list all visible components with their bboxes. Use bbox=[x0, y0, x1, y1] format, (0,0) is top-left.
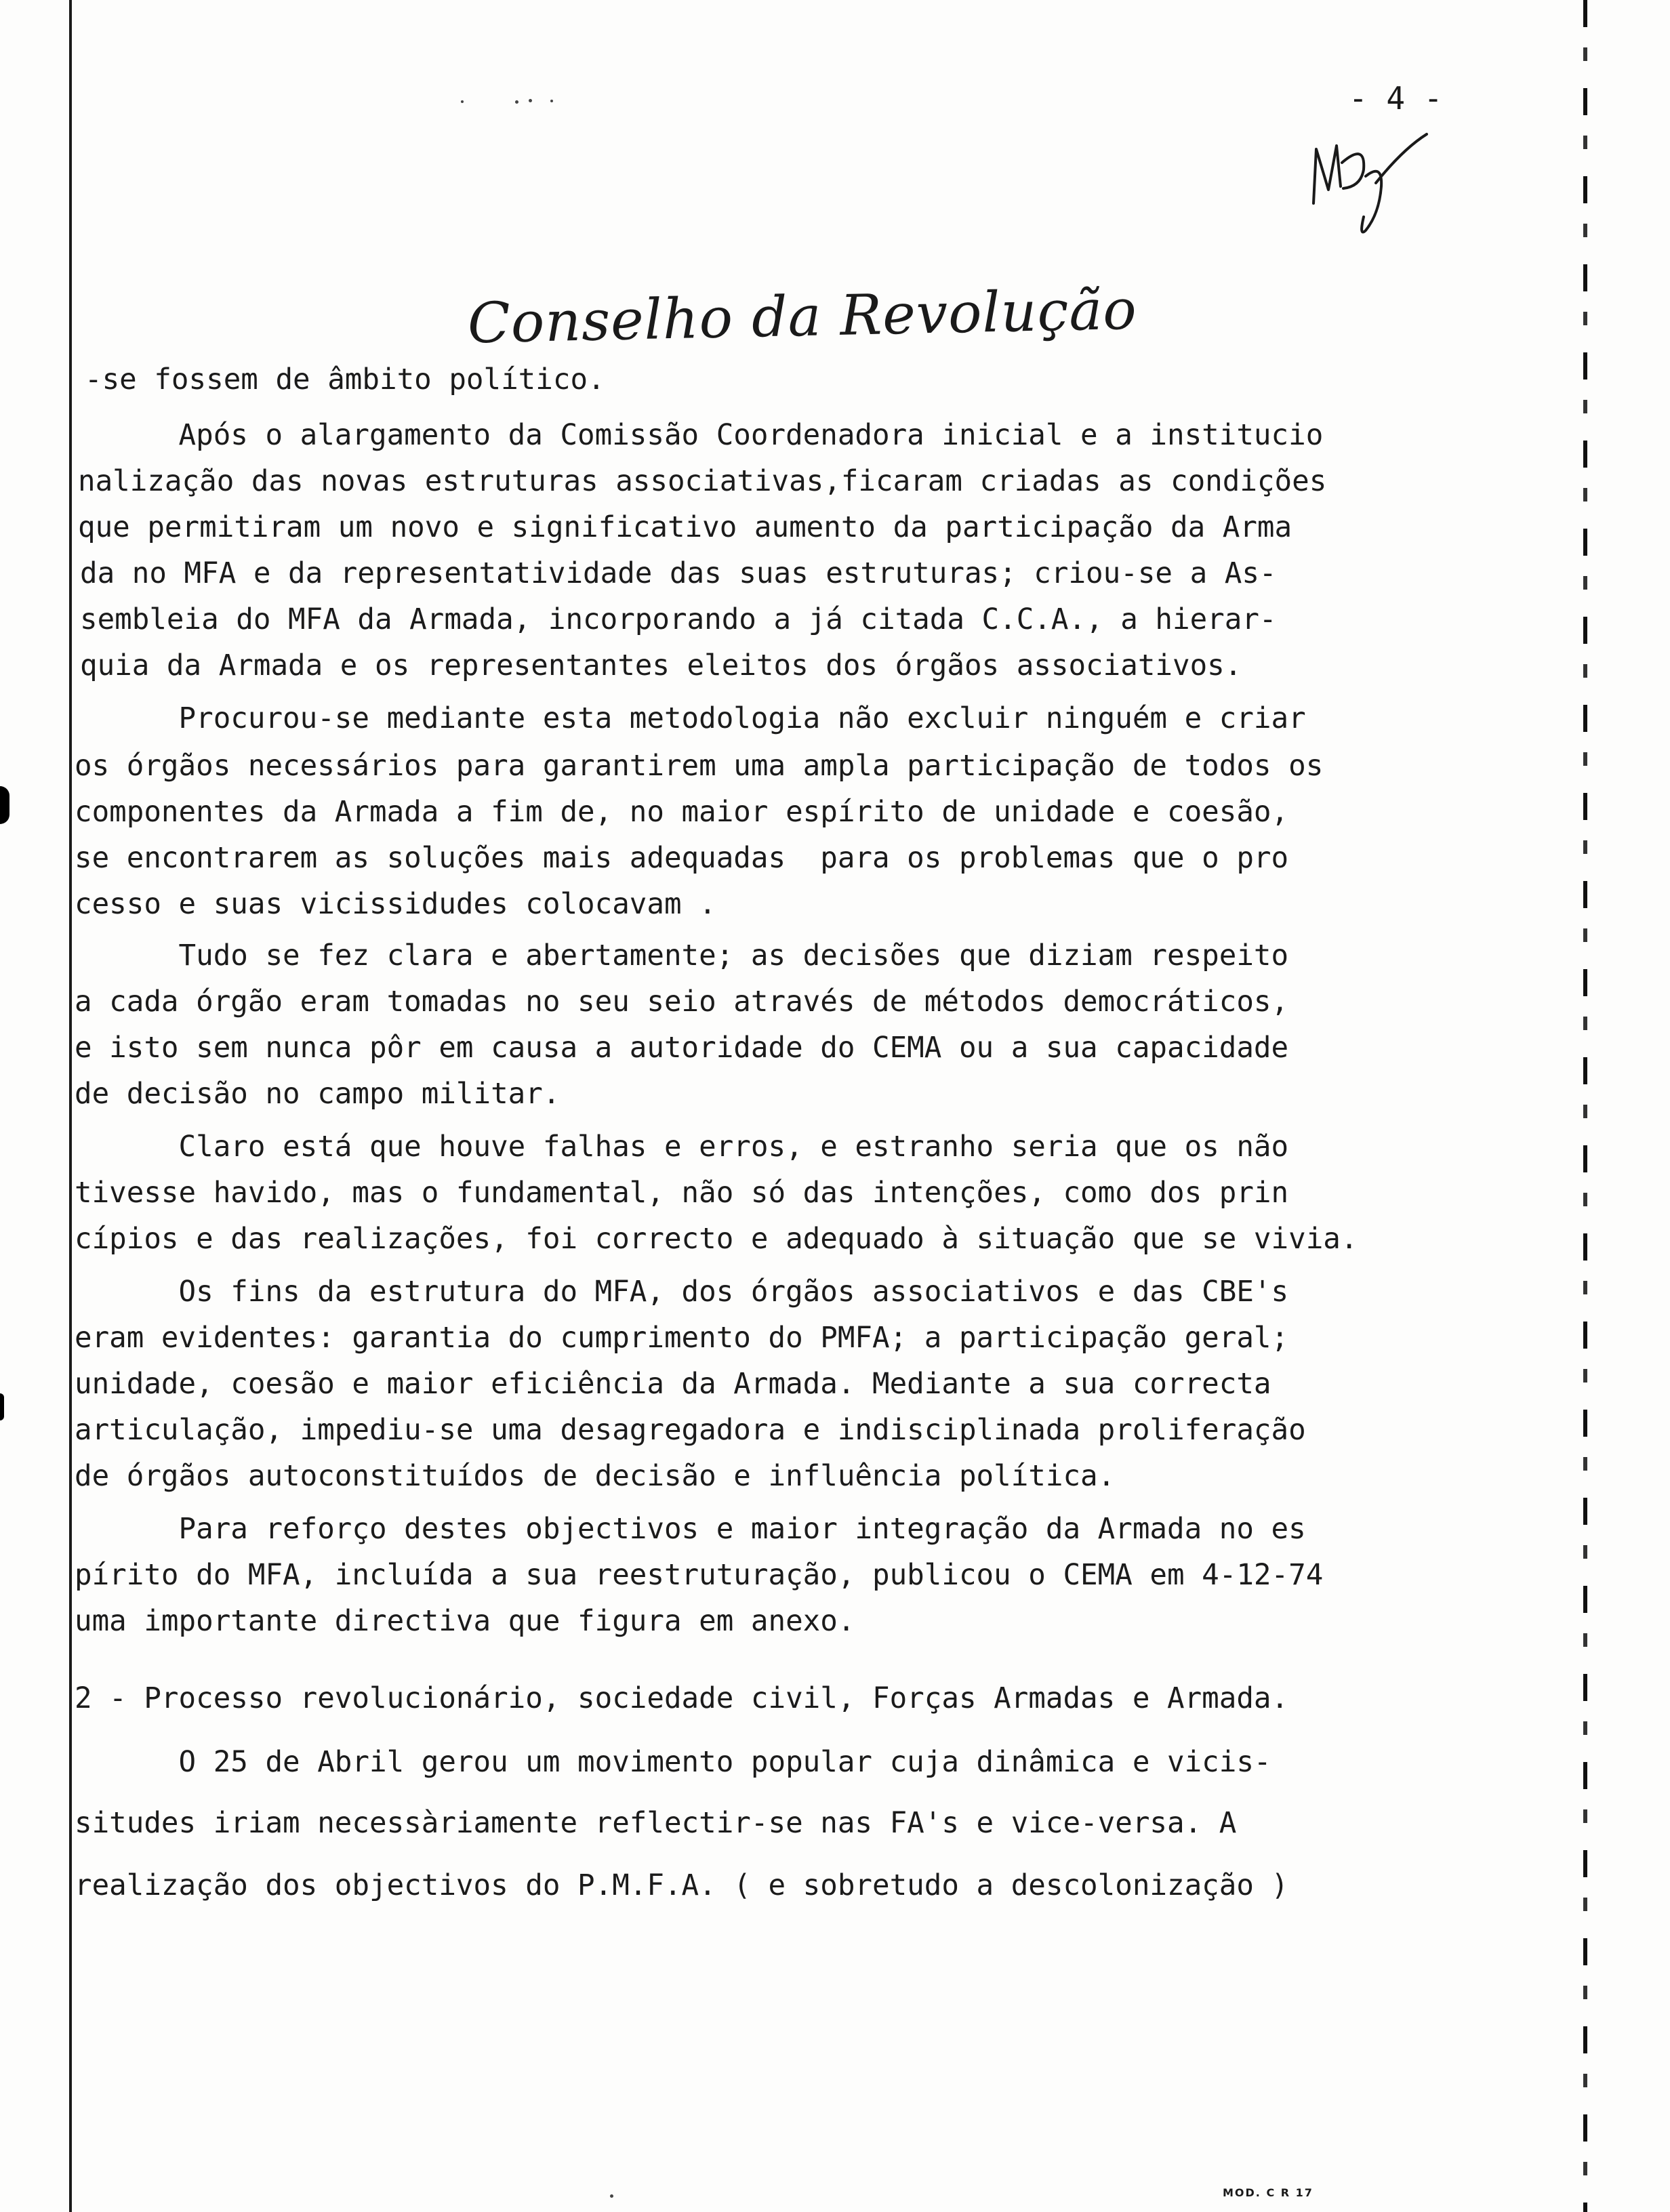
body-line: Os fins da estrutura do MFA, dos órgãos associativos e das CBE's bbox=[75, 1275, 1289, 1309]
body-line: de decisão no campo militar. bbox=[75, 1078, 561, 1111]
body-line: realização dos objectivos do P.M.F.A. ( e sobretudo a descolonização ) bbox=[75, 1869, 1289, 1902]
body-line: unidade, coesão e maior eficiência da Armada. Mediante a sua correcta bbox=[75, 1368, 1271, 1401]
scan-speck bbox=[529, 99, 532, 102]
body-line: pírito do MFA, incluída a sua reestruturação, publicou o CEMA em 4-12-74 bbox=[75, 1559, 1324, 1592]
scan-speck bbox=[610, 2194, 613, 2198]
body-line: de órgãos autoconstituídos de decisão e influência política. bbox=[75, 1460, 1116, 1493]
body-line: componentes da Armada a fim de, no maior espírito de unidade e coesão, bbox=[75, 796, 1289, 829]
body-line: O 25 de Abril gerou um movimento popular cuja dinâmica e vicis- bbox=[75, 1746, 1271, 1779]
body-line: se encontrarem as soluções mais adequadas para os problemas que o pro bbox=[75, 842, 1289, 875]
form-code: MOD. C R 17 bbox=[1223, 2186, 1313, 2199]
body-line: nalização das novas estruturas associativas,ficaram criadas as condições bbox=[78, 465, 1327, 498]
body-line: tivesse havido, mas o fundamental, não só das intenções, como dos prin bbox=[75, 1176, 1289, 1210]
right-scan-edge bbox=[1583, 0, 1587, 2212]
body-line: sembleia do MFA da Armada, incorporando a já citada C.C.A., a hierar- bbox=[80, 603, 1277, 636]
body-line: Procurou-se mediante esta metodologia não excluir ninguém e criar bbox=[75, 702, 1306, 735]
body-line: da no MFA e da representatividade das suas estruturas; criou-se a As- bbox=[80, 557, 1277, 590]
left-margin-rule bbox=[69, 0, 72, 2212]
body-line: cípios e das realizações, foi correcto e adequado à situação que se vivia. bbox=[75, 1223, 1358, 1256]
binding-hole-mark bbox=[0, 1393, 4, 1420]
body-line: cesso e suas vicissidudes colocavam . bbox=[75, 888, 716, 921]
scan-speck bbox=[515, 100, 518, 104]
body-line: Tudo se fez clara e abertamente; as decisões que diziam respeito bbox=[75, 939, 1289, 972]
body-line: Para reforço destes objectivos e maior integração da Armada no es bbox=[75, 1513, 1306, 1546]
binding-hole-mark bbox=[0, 786, 9, 824]
scan-speck bbox=[461, 100, 464, 103]
handwritten-initials-signature bbox=[1301, 122, 1437, 237]
body-line: eram evidentes: garantia do cumprimento do PMFA; a participação geral; bbox=[75, 1322, 1289, 1355]
body-line: uma importante directiva que figura em anexo. bbox=[75, 1605, 855, 1638]
letterhead-title: Conselho da Revolução bbox=[467, 277, 1138, 356]
body-line: -se fossem de âmbito político. bbox=[85, 363, 605, 396]
section-heading: 2 - Processo revolucionário, sociedade civil, Forças Armadas e Armada. bbox=[75, 1682, 1289, 1715]
body-line: e isto sem nunca pôr em causa a autoridade do CEMA ou a sua capacidade bbox=[75, 1031, 1289, 1065]
body-line: quia da Armada e os representantes eleitos dos órgãos associativos. bbox=[80, 649, 1242, 682]
body-line: situdes iriam necessàriamente reflectir-se nas FA's e vice-versa. A bbox=[75, 1807, 1237, 1840]
page-number: - 4 - bbox=[1349, 80, 1443, 117]
body-line: Claro está que houve falhas e erros, e estranho seria que os não bbox=[75, 1130, 1289, 1164]
scan-speck bbox=[550, 100, 553, 102]
body-line: a cada órgão eram tomadas no seu seio através de métodos democráticos, bbox=[75, 985, 1289, 1019]
body-line: os órgãos necessários para garantirem uma ampla participação de todos os bbox=[75, 750, 1324, 783]
body-line: articulação, impediu-se uma desagregadora e indisciplinada proliferação bbox=[75, 1414, 1306, 1447]
body-line: Após o alargamento da Comissão Coordenadora inicial e a institucio bbox=[75, 419, 1324, 452]
body-line: que permitiram um novo e significativo aumento da participação da Arma bbox=[78, 511, 1292, 544]
